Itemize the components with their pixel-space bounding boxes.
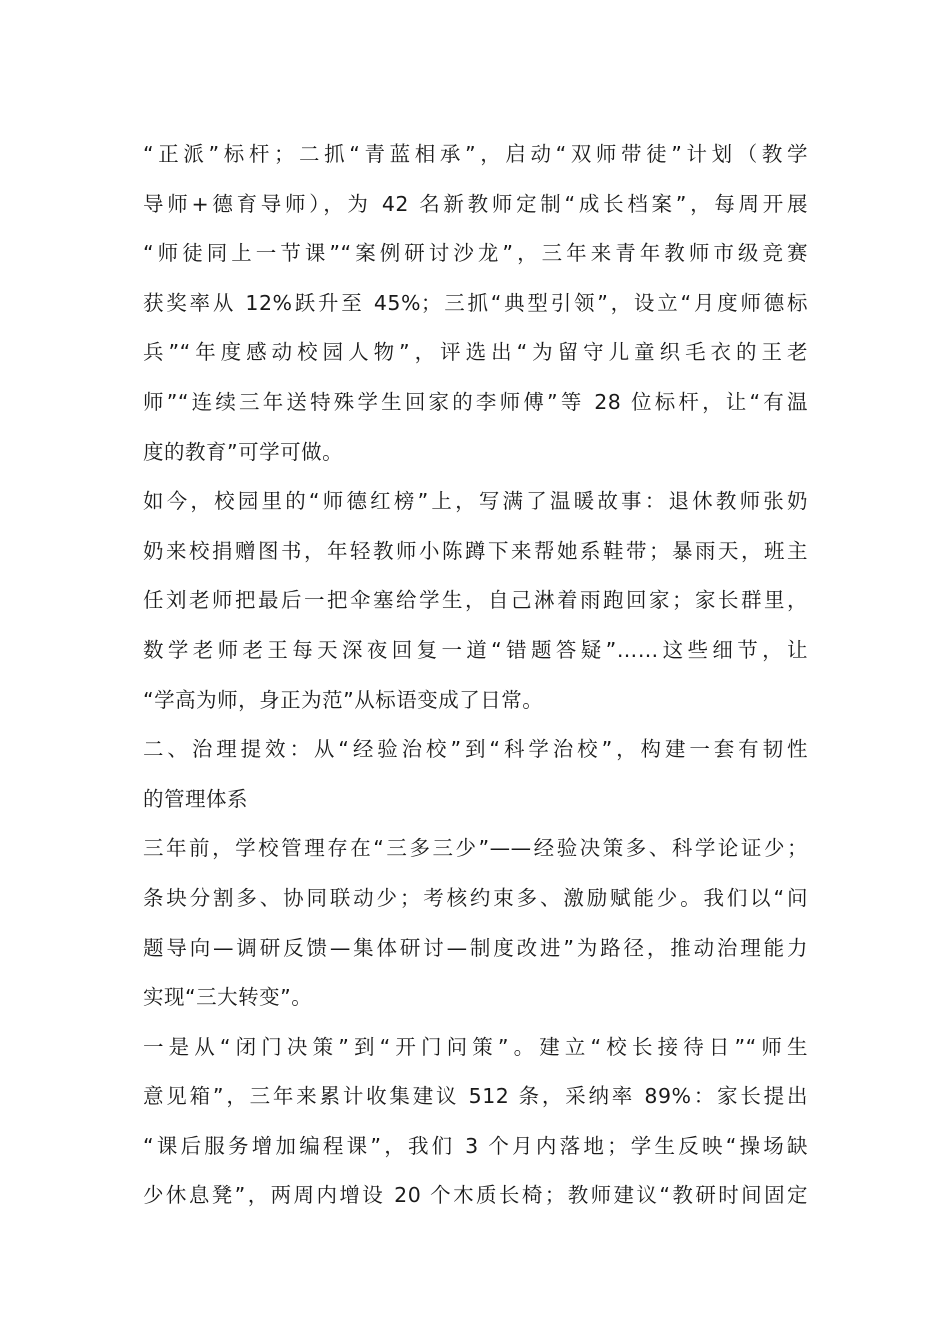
text-line: “正派”标杆；二抓“青蓝相承”，启动“双师带徒”计划（教学: [143, 142, 808, 166]
text-line: 任刘老师把最后一把伞塞给学生，自己淋着雨跑回家；家长群里，: [143, 588, 808, 613]
text-line: 奶来校捐赠图书，年轻教师小陈蹲下来帮她系鞋带；暴雨天，班主: [143, 538, 808, 563]
paragraph-teacher-ethics-measures: [143, 130, 808, 477]
section-heading-governance: [143, 725, 808, 824]
text-line: 三年前，学校管理存在“三多三少”——经验决策多、科学论证少；: [143, 836, 808, 861]
text-line: 条块分割多、协同联动少；考核约束多、激励赋能少。我们以“问: [143, 885, 808, 910]
text-line: 少休息凳”，两周内增设 20 个木质长椅；教师建议“教研时间固定: [143, 1183, 808, 1208]
text-line: 师”“连续三年送特殊学生回家的李师傅”等 28 位标杆，让“有温: [143, 389, 808, 414]
text-line: “学高为师，身正为范”从标语变成了日常。: [143, 687, 544, 712]
text-line: “师徒同上一节课”“案例研讨沙龙”，三年来青年教师市级竞赛: [143, 241, 808, 266]
paragraph-open-decision: [143, 1023, 808, 1221]
text-line: 二、治理提效：从“经验治校”到“科学治校”，构建一套有韧性: [143, 737, 808, 762]
document-body: [143, 130, 808, 1221]
text-line: 导师+德育导师），为 42 名新教师定制“成长档案”，每周开展: [143, 191, 808, 216]
text-line: 获奖率从 12%跃升至 45%；三抓“典型引领”，设立“月度师德标: [143, 290, 808, 315]
text-line: “课后服务增加编程课”，我们 3 个月内落地；学生反映“操场缺: [143, 1133, 808, 1158]
text-line: 意见箱”，三年来累计收集建议 512 条，采纳率 89%：家长提出: [143, 1084, 808, 1109]
text-line: 度的教育”可学可做。: [143, 439, 344, 464]
text-line: 如今，校园里的“师德红榜”上，写满了温暖故事：退休教师张奶: [143, 489, 808, 514]
paragraph-management-problems: [143, 824, 808, 1022]
text-line: 一是从“闭门决策”到“开门问策”。建立“校长接待日”“师生: [143, 1034, 808, 1059]
text-line: 兵”“年度感动校园人物”，评选出“为留守儿童织毛衣的王老: [143, 340, 808, 365]
text-line: 实现“三大转变”。: [143, 985, 313, 1010]
text-line: 题导向—调研反馈—集体研讨—制度改进”为路径，推动治理能力: [143, 935, 808, 960]
text-line: 的管理体系: [143, 786, 248, 811]
paragraph-campus-stories: [143, 477, 808, 725]
text-line: 数学老师老王每天深夜回复一道“错题答疑”……这些细节，让: [143, 637, 808, 662]
